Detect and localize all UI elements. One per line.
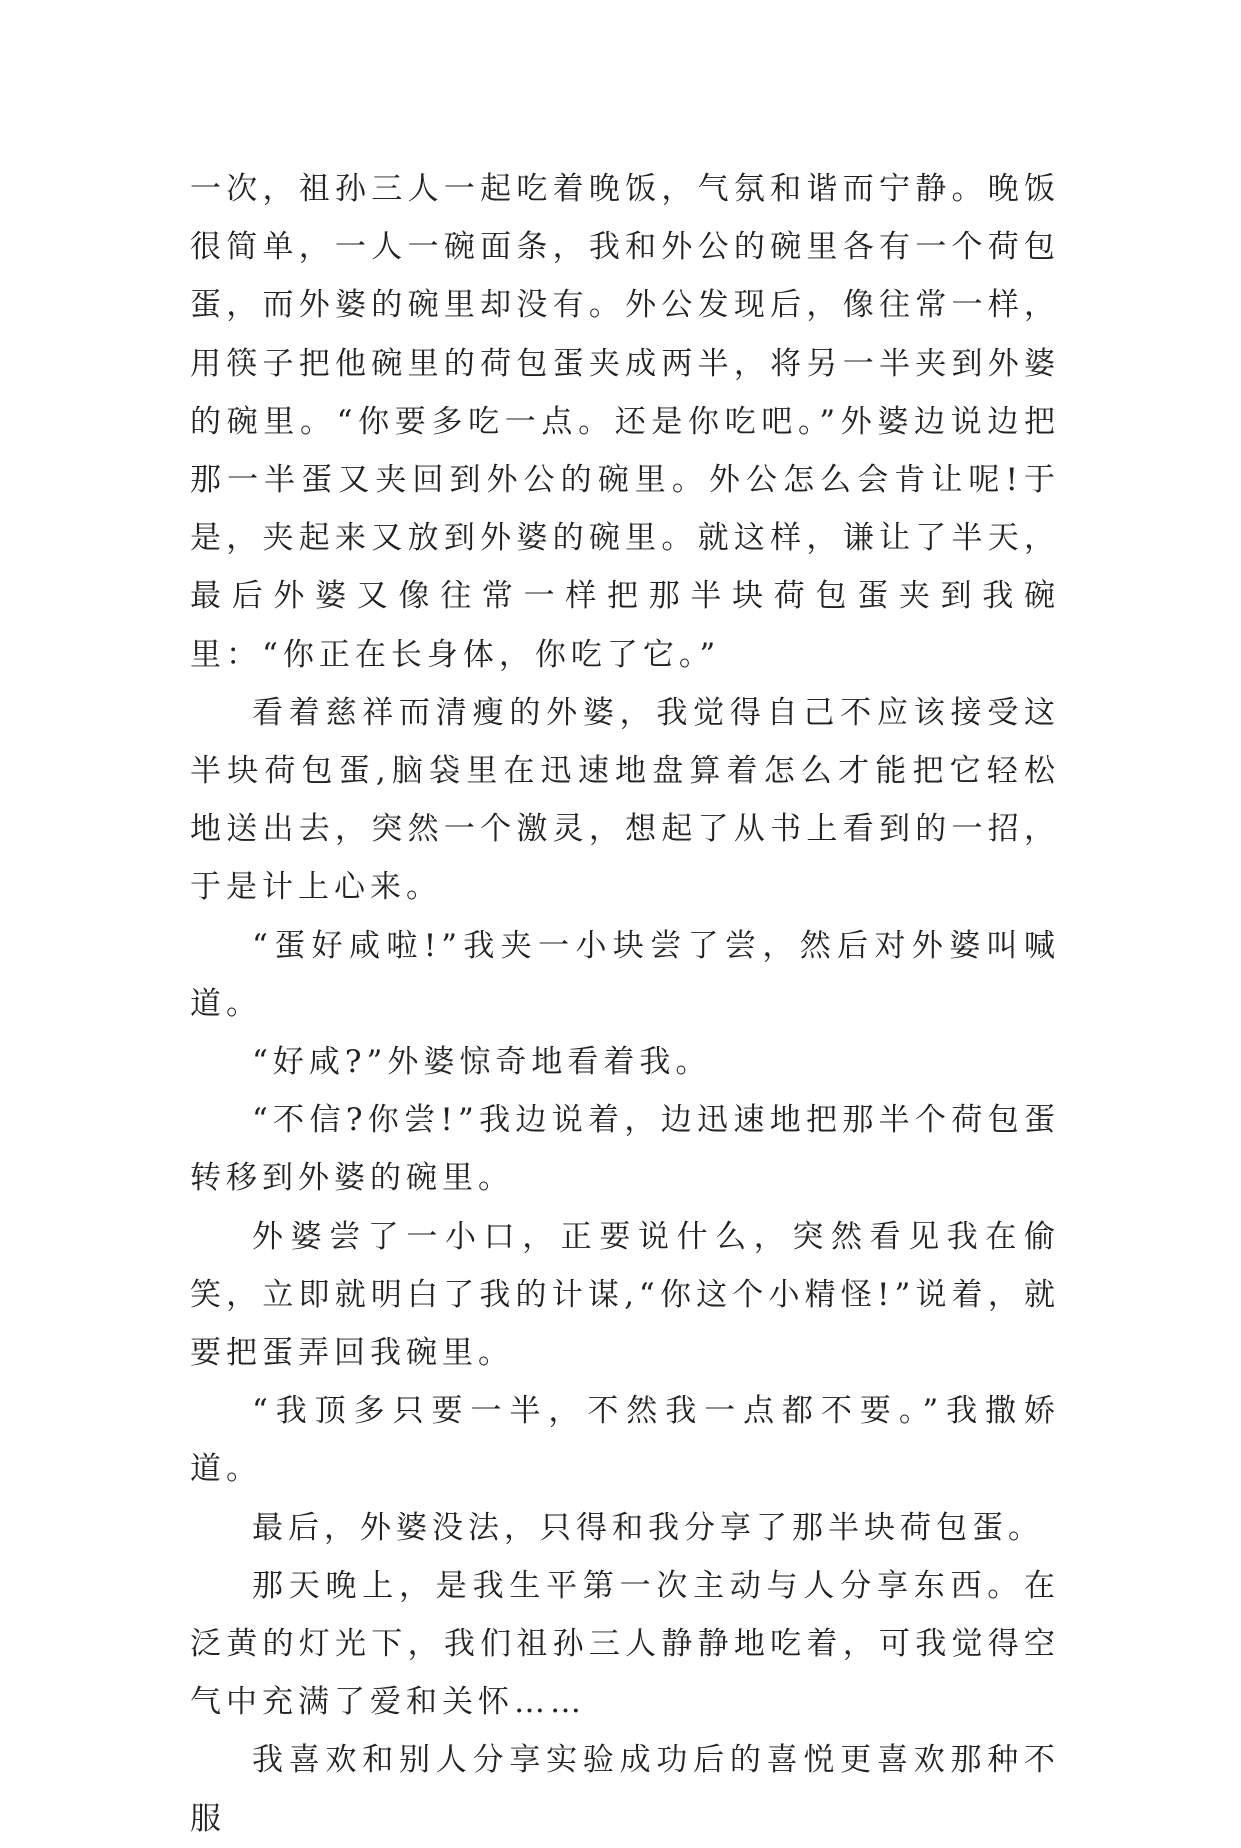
paragraph-transfer-egg: “不信?你尝!”我边说着，边迅速地把那半个荷包蛋转移到外婆的碗里。 xyxy=(190,1102,1060,1197)
paragraph-too-salty: “蛋好咸啦!”我夹一小块尝了尝，然后对外婆叫喊道。 xyxy=(190,927,1060,1022)
paragraph-half-only: “我顶多只要一半，不然我一点都不要。”我撒娇道。 xyxy=(190,1393,1060,1488)
paragraph-like-sharing: 我喜欢和别人分享实验成功后的喜悦更喜欢那种不服 xyxy=(190,1742,1060,1837)
paragraph-first-sharing: 那天晚上，是我生平第一次主动与人分享东西。在泛黄的灯光下，我们祖孙三人静静地吃着，可我觉得空气中充满了爱和关怀…… xyxy=(190,1567,1060,1721)
paragraph-decision: 看着慈祥而清瘦的外婆，我觉得自己不应该接受这半块荷包蛋,脑袋里在迅速地盘算着怎么才能把它轻松地送出去，突然一个激灵，想起了从书上看到的一招，于是计上心来。 xyxy=(190,694,1060,906)
paragraph-dinner-scene: 一次，祖孙三人一起吃着晚饭，气氛和谐而宁静。晚饭很简单，一人一碗面条，我和外公的碗里各有一个荷包蛋，而外婆的碗里却没有。外公发现后，像往常一样，用筷子把他碗里的荷包蛋夹成两半，将另一半夹到外婆的碗里。“你要多吃一点。还是你吃吧。”外婆边说边把那一半蛋又夹回到外公的碗里。外公怎么会肯让呢!于是，夹起来又放到外婆的碗里。就这样，谦让了半天，最后外婆又像往常一样把那半块荷包蛋夹到我碗里：“你正在长身体，你吃了它。” xyxy=(190,171,1060,673)
document-page xyxy=(190,160,1060,1848)
paragraph-grandma-realizes: 外婆尝了一小口，正要说什么，突然看见我在偷笑，立即就明白了我的计谋,“你这个小精怪!”说着，就要把蛋弄回我碗里。 xyxy=(190,1218,1060,1372)
paragraph-shared-egg: 最后，外婆没法，只得和我分享了那半块荷包蛋。 xyxy=(252,1509,1044,1546)
paragraph-grandma-surprised: “好咸?”外婆惊奇地看着我。 xyxy=(252,1044,712,1081)
